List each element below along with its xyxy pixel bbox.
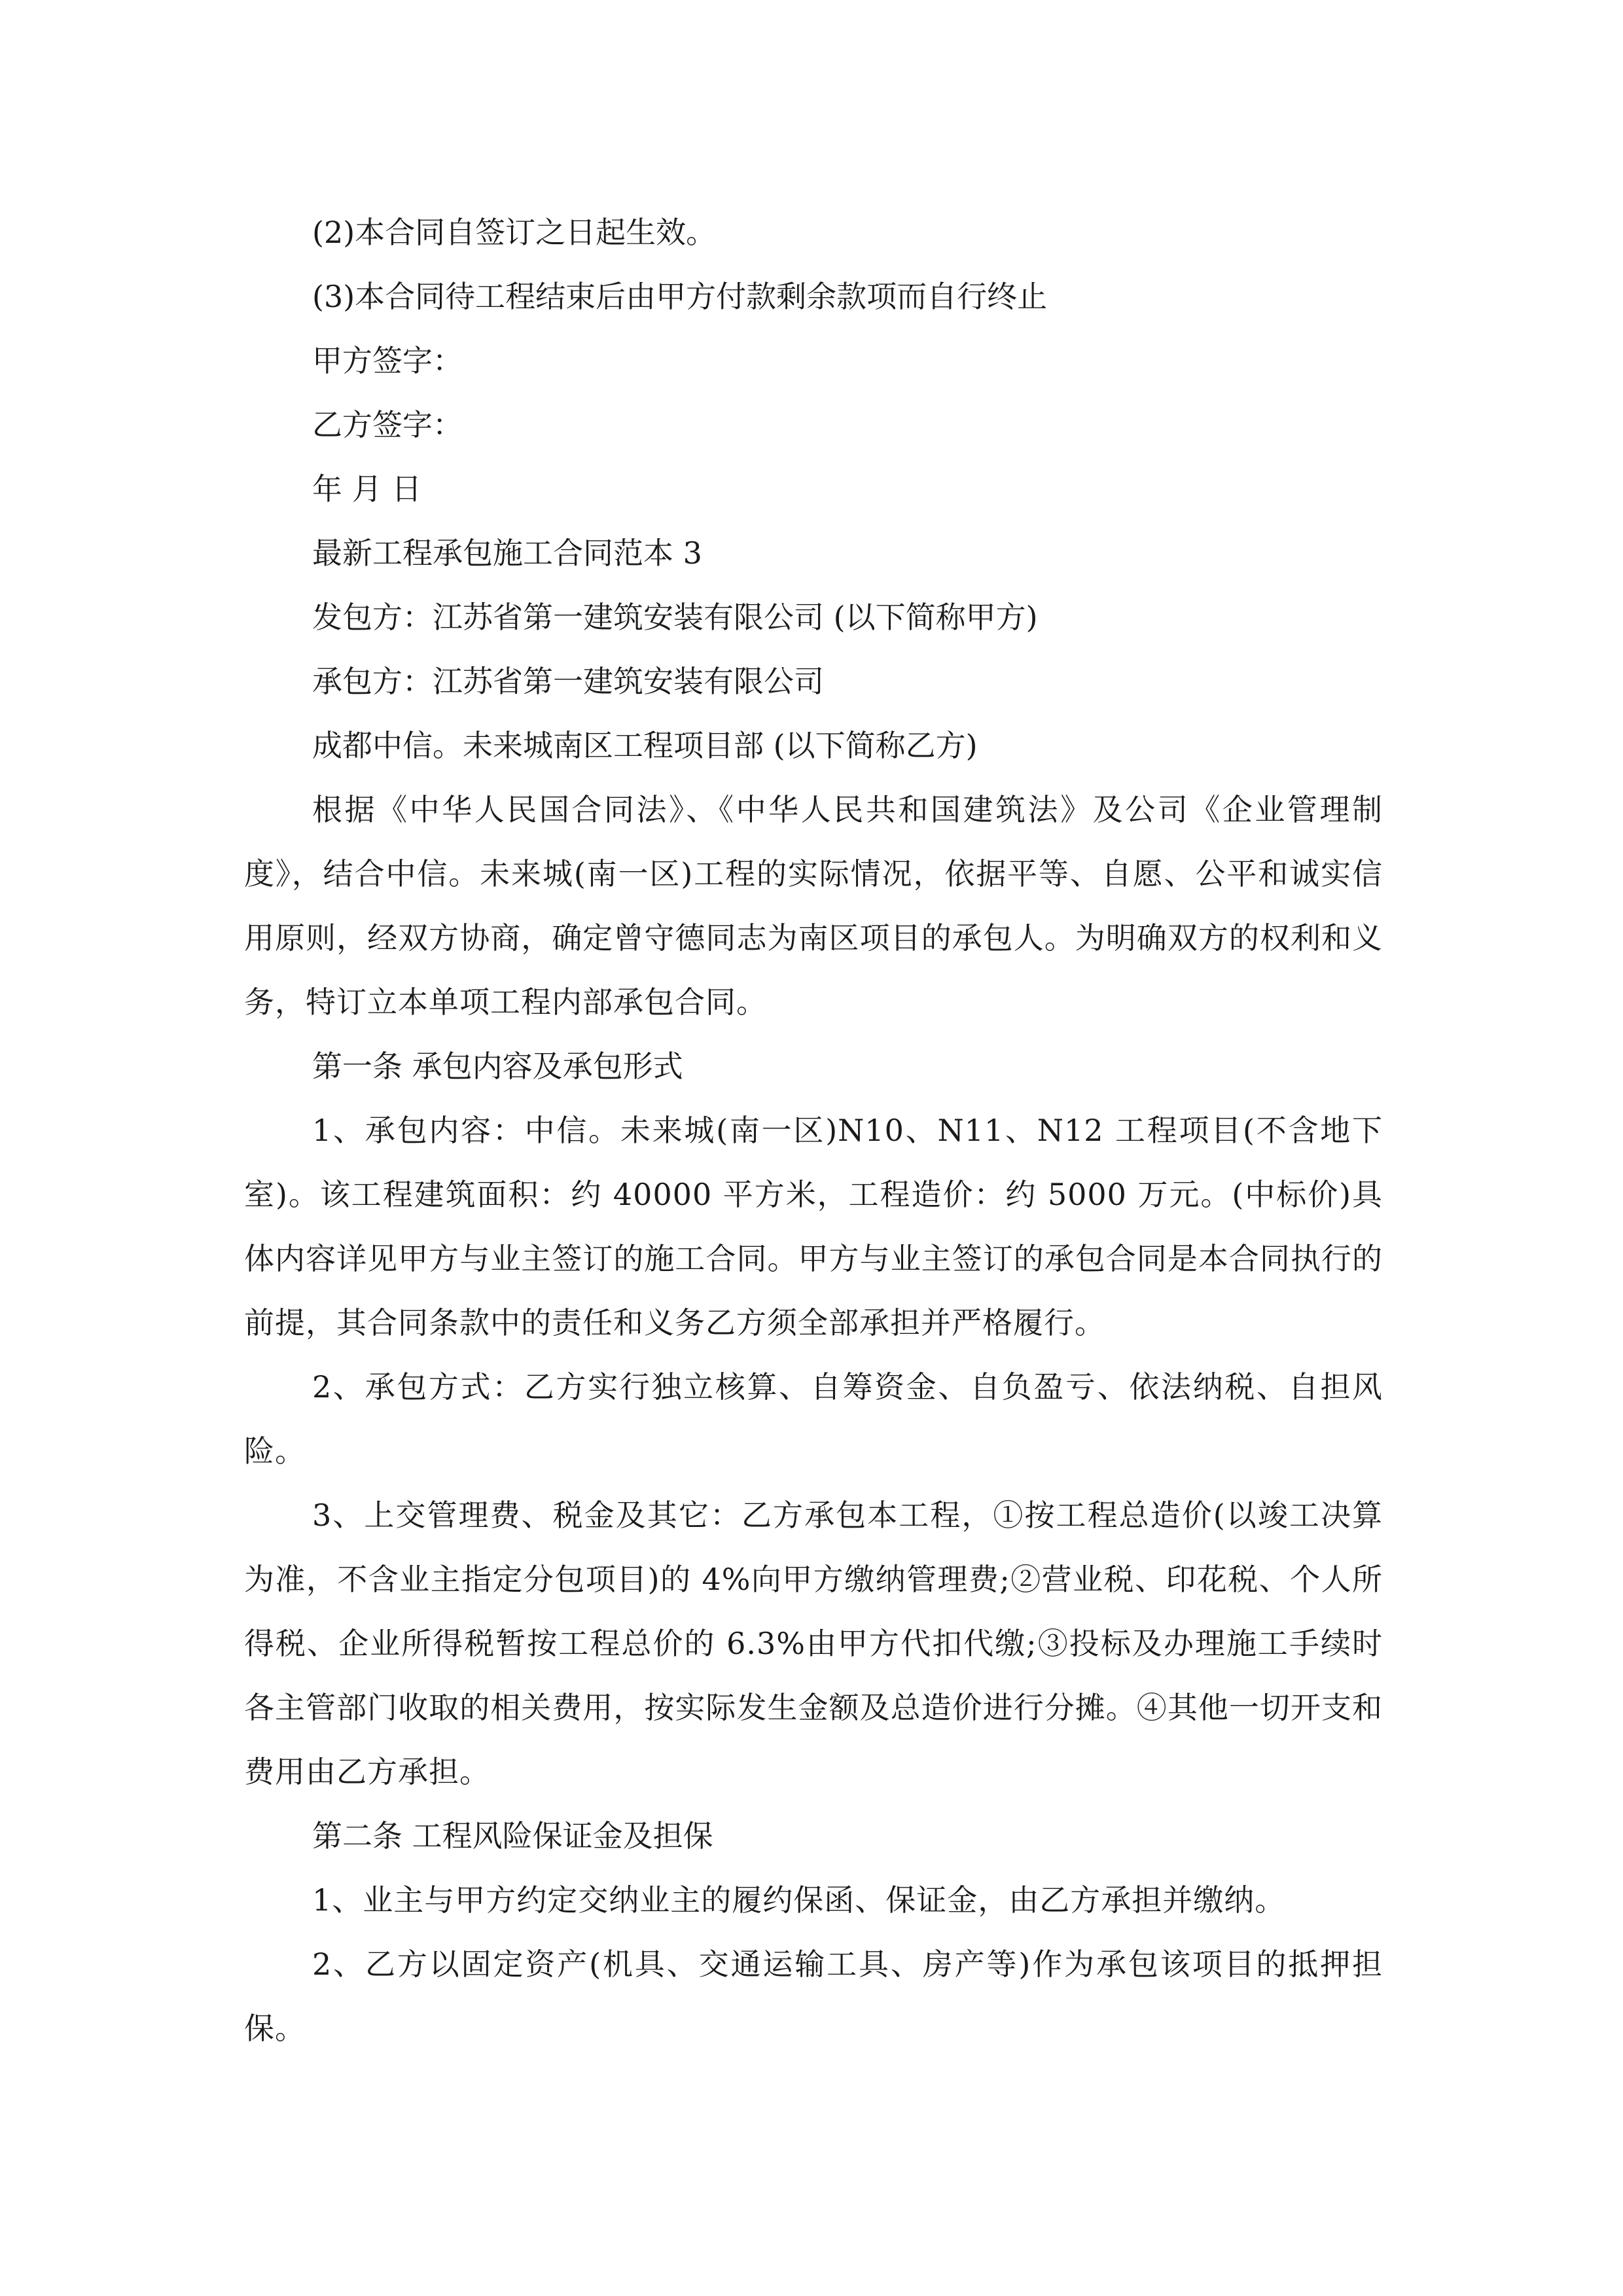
subcontractor-line: 承包方：江苏省第一建筑安装有限公司: [312, 664, 824, 699]
contractor-line: 发包方：江苏省第一建筑安装有限公司 (以下简称甲方): [312, 600, 1038, 635]
article-2-title: 第二条 工程风险保证金及担保: [312, 1818, 713, 1854]
intro-paragraph: 根据《中华人民国合同法》、《中华人民共和国建筑法》及公司《企业管理制度》，结合中信。未来城(南一区)工程的实际情况，依据平等、自愿、公平和诚实信用原则，经双方协商，确定曾守德同志为南区项目的承包人。为明确双方的权利和义务，特订立本单项工程内部承包合同。: [244, 792, 1383, 1020]
project-department-line: 成都中信。未来城南区工程项目部 (以下简称乙方): [312, 728, 978, 763]
document-body: [244, 200, 1383, 2060]
clause-3-termination: (3)本合同待工程结束后由甲方付款剩余款项而自行终止: [312, 279, 1048, 314]
article-2-item-2: 2、乙方以固定资产(机具、交通运输工具、房产等)作为承包该项目的抵押担保。: [244, 1946, 1383, 2046]
article-2-item-1: 1、业主与甲方约定交纳业主的履约保函、保证金，由乙方承担并缴纳。: [312, 1882, 1286, 1918]
article-1-title: 第一条 承包内容及承包形式: [312, 1049, 683, 1084]
template-title: 最新工程承包施工合同范本 3: [312, 535, 702, 571]
article-1-item-3: 3、上交管理费、税金及其它：乙方承包本工程，①按工程总造价(以竣工决算为准，不含业主指定分包项目)的 4%向甲方缴纳管理费;②营业税、印花税、个人所得税、企业所得税暂按工程总价的 6.3%由甲方代扣代缴;③投标及办理施工手续时各主管部门收取的相关费用，按实际发生金额及总造价进行分摊。④其他一切开支和费用由乙方承担。: [244, 1498, 1383, 1789]
date-line: 年 月 日: [312, 471, 422, 507]
party-a-signature: 甲方签字：: [312, 343, 463, 378]
article-1-item-1: 1、承包内容：中信。未来城(南一区)N10、N11、N12 工程项目(不含地下室)。该工程建筑面积：约 40000 平方米，工程造价：约 5000 万元。(中标价)具体内容详见甲方与业主签订的施工合同。甲方与业主签订的承包合同是本合同执行的前提，其合同条款中的责任和义务乙方须全部承担并严格履行。: [244, 1113, 1383, 1340]
party-b-signature: 乙方签字：: [312, 407, 463, 442]
article-1-item-2: 2、承包方式：乙方实行独立核算、自筹资金、自负盈亏、依法纳税、自担风险。: [244, 1369, 1383, 1469]
clause-2-effective: (2)本合同自签订之日起生效。: [312, 215, 717, 250]
